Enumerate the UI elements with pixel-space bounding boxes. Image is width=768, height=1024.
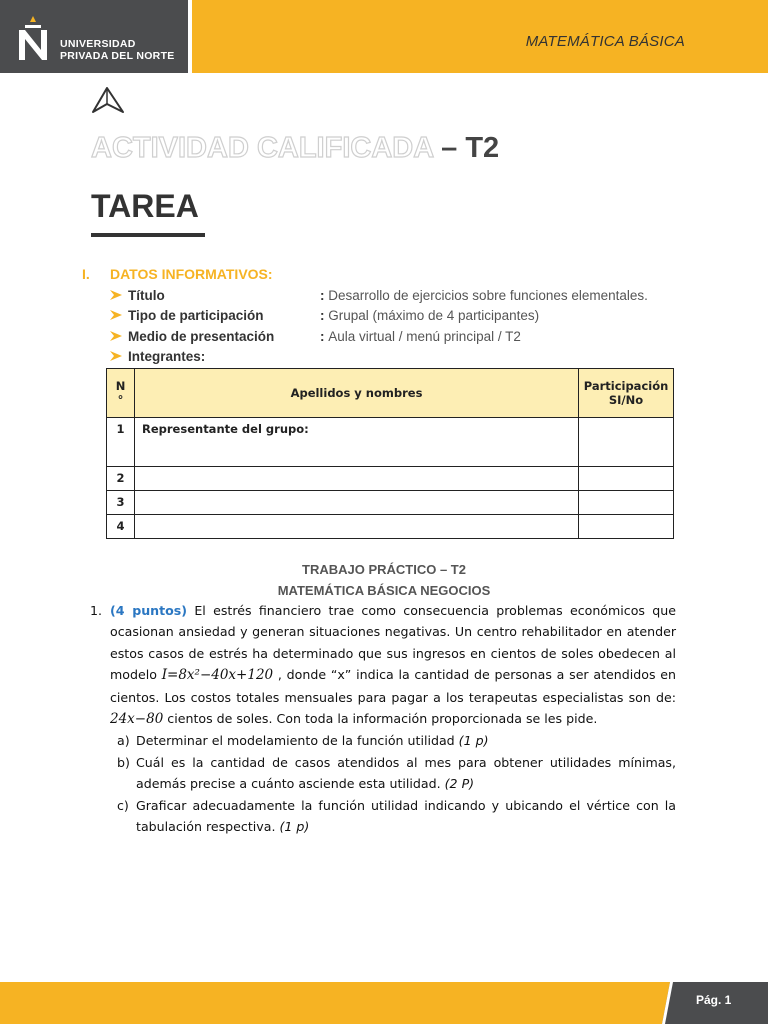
table-row bbox=[107, 491, 674, 515]
info-label: Integrantes: bbox=[128, 349, 206, 364]
problem-1 bbox=[90, 600, 676, 837]
sub-question-b bbox=[117, 752, 676, 795]
sub-score: (1 p) bbox=[458, 733, 489, 749]
participation-field[interactable] bbox=[579, 418, 674, 467]
info-value bbox=[320, 329, 521, 344]
participation-field[interactable] bbox=[579, 467, 674, 491]
sub-score: (1 p) bbox=[279, 819, 310, 835]
page-subtitle: TAREA bbox=[91, 188, 199, 224]
sub-text: Cuál es la cantidad de casos atendidos al mes para obtener utilidades mínimas, además precise a cuánto asciende esta utilidad. bbox=[136, 754, 676, 792]
participation-field[interactable] bbox=[579, 515, 674, 539]
problem-body bbox=[110, 600, 676, 730]
participation-field[interactable] bbox=[579, 491, 674, 515]
info-value-text: Aula virtual / menú principal / T2 bbox=[328, 329, 521, 344]
sub-letter: c) bbox=[117, 797, 129, 813]
sub-questions bbox=[117, 730, 676, 837]
row-number: 3 bbox=[107, 491, 135, 515]
university-name bbox=[60, 38, 175, 62]
problem-number: 1. bbox=[90, 603, 103, 618]
logo-line-1: UNIVERSIDAD bbox=[60, 38, 136, 50]
table-header-row bbox=[107, 369, 674, 418]
arrow-bullet-icon bbox=[110, 289, 122, 301]
info-value-text: Desarrollo de ejercicios sobre funciones elementales. bbox=[328, 288, 648, 303]
sub-question-a bbox=[117, 730, 676, 751]
col-header-names: Apellidos y nombres bbox=[135, 369, 579, 418]
members-table bbox=[106, 368, 674, 539]
col-header-participation bbox=[579, 369, 674, 418]
member-name-field[interactable]: Representante del grupo: bbox=[135, 418, 579, 467]
member-name-field[interactable] bbox=[135, 467, 579, 491]
footer-bar bbox=[0, 982, 768, 1024]
problem-text-2: , donde “x” indica la cantidad de personas a ser atendidos en cientos. Los costos totales mensuales para pagar a los terapeutas especialistas son de: bbox=[110, 667, 676, 705]
info-label: Medio de presentación bbox=[128, 329, 275, 344]
subtitle-underline bbox=[91, 233, 205, 237]
section-number: I. bbox=[82, 266, 90, 282]
arrow-bullet-icon bbox=[110, 350, 122, 362]
row-number: 1 bbox=[107, 418, 135, 467]
info-value bbox=[320, 308, 539, 323]
sub-letter: b) bbox=[117, 754, 130, 770]
info-separator: : bbox=[320, 308, 329, 323]
row-number: 4 bbox=[107, 515, 135, 539]
footer-slash-decoration bbox=[662, 982, 676, 1024]
info-value-text: Grupal (máximo de 4 participantes) bbox=[328, 308, 540, 323]
logo-line-2: PRIVADA DEL NORTE bbox=[60, 50, 175, 62]
course-title: MATEMÁTICA BÁSICA bbox=[525, 33, 685, 50]
info-label: Tipo de participación bbox=[128, 308, 264, 323]
problem-text-1: El estrés financiero trae como consecuencia problemas económicos que ocasionan ansiedad y generan situaciones negativas. Un centro rehabilitador en atender estos casos de estrés ha determinado que sus ingresos en cientos de soles obedecen al modelo bbox=[110, 603, 676, 683]
col-header-participation-line1: Participación bbox=[583, 379, 669, 393]
col-header-number-line1: N bbox=[115, 379, 126, 393]
sub-text: Determinar el modelamiento de la función utilidad bbox=[136, 733, 459, 749]
navigation-arrow-icon bbox=[91, 86, 125, 114]
row-number: 2 bbox=[107, 467, 135, 491]
info-separator: : bbox=[320, 329, 329, 344]
problem-points: (4 puntos) bbox=[110, 603, 188, 618]
cost-formula: 24x−80 bbox=[110, 711, 164, 728]
col-header-number-line2: ° bbox=[117, 393, 124, 407]
member-name-field[interactable] bbox=[135, 515, 579, 539]
activity-title-outline: ACTIVIDAD CALIFICADA bbox=[91, 132, 434, 164]
problem-text-3: cientos de soles. Con toda la información proporcionada se les pide. bbox=[163, 711, 598, 727]
header-logo-block bbox=[0, 0, 188, 73]
sub-text: Graficar adecuadamente la función utilidad indicando y ubicando el vértice con la tabulación respectiva. bbox=[136, 797, 676, 835]
sub-question-c bbox=[117, 795, 676, 838]
table-row bbox=[107, 467, 674, 491]
activity-code: T2 bbox=[465, 132, 500, 164]
sub-score: (2 P) bbox=[444, 776, 475, 792]
sub-letter: a) bbox=[117, 733, 130, 749]
info-label: Título bbox=[128, 288, 165, 303]
col-header-number bbox=[107, 369, 135, 418]
arrow-bullet-icon bbox=[110, 309, 122, 321]
section-title: DATOS INFORMATIVOS: bbox=[110, 266, 273, 282]
table-row bbox=[107, 418, 674, 467]
activity-title bbox=[91, 132, 499, 165]
info-value bbox=[320, 288, 648, 303]
work-subtitle: MATEMÁTICA BÁSICA NEGOCIOS bbox=[277, 583, 491, 598]
work-title: TRABAJO PRÁCTICO – T2 bbox=[302, 562, 466, 577]
income-formula: I=8x²−40x+120 bbox=[161, 667, 274, 684]
university-logo-icon bbox=[16, 16, 50, 60]
member-name-field[interactable] bbox=[135, 491, 579, 515]
info-separator: : bbox=[320, 288, 329, 303]
activity-title-dash: – bbox=[433, 132, 466, 164]
page-number: Pág. 1 bbox=[696, 993, 732, 1007]
table-row bbox=[107, 515, 674, 539]
arrow-bullet-icon bbox=[110, 330, 122, 342]
col-header-participation-line2: SI/No bbox=[608, 393, 644, 407]
